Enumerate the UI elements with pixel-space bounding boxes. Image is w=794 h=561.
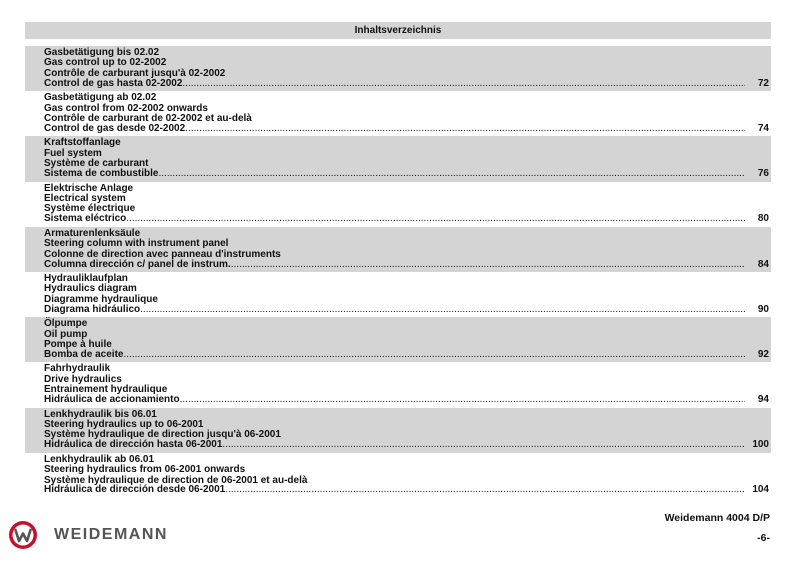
toc-entry-line: Système électrique — [44, 203, 136, 215]
toc-entry-line: Fuel system — [44, 147, 102, 159]
toc-entry-line: Système de carburant — [44, 158, 149, 170]
toc-entry-last-line — [44, 260, 745, 270]
toc-entry[interactable] — [25, 272, 771, 317]
toc-entry-line: Pompe à huile — [44, 338, 112, 350]
toc-entry-line: Colonne de direction avec panneau d'instruments — [44, 248, 281, 260]
toc-entry-line: Lenkhydraulik bis 06.01 — [44, 408, 157, 420]
toc-entry-line: Sistema de combustible — [44, 168, 159, 180]
toc-entry[interactable] — [25, 46, 771, 91]
toc-entry-line: Système hydraulique de direction jusqu'à 06-2001 — [44, 429, 281, 441]
toc-title-bar — [25, 22, 771, 39]
toc-entry-line: Hydrauliklaufplan — [44, 272, 128, 284]
toc-entry-line: Control de gas desde 02-2002 — [44, 122, 186, 134]
toc-page-number: 94 — [757, 394, 769, 406]
toc-entry-last-line — [44, 485, 745, 495]
toc-entry-line: Electrical system — [44, 192, 126, 204]
toc-entry[interactable] — [25, 227, 771, 272]
toc-entry-line: Control de gas hasta 02-2002 — [44, 77, 183, 89]
toc-page-number: 90 — [757, 303, 769, 315]
toc-entry-last-line — [44, 79, 745, 89]
dot-leader — [123, 350, 745, 360]
toc-entry[interactable] — [25, 408, 771, 453]
toc-entry-last-line — [44, 124, 745, 134]
toc-entry-line: Gasbetätigung ab 02.02 — [44, 92, 157, 104]
toc-page-number: 100 — [752, 439, 769, 451]
toc-page-number: 76 — [757, 168, 769, 180]
dot-leader — [225, 485, 745, 495]
toc-entry-line: Armaturenlenksäule — [44, 227, 141, 239]
toc-entry-last-line — [44, 350, 745, 360]
model-name: Weidemann 4004 D/P — [664, 512, 770, 524]
dot-leader — [182, 79, 745, 89]
toc-entry[interactable] — [25, 362, 771, 407]
dot-leader — [126, 214, 745, 224]
toc-entry-last-line — [44, 440, 745, 450]
toc-entry-line: Contrôle de carburant de 02-2002 et au-delà — [44, 113, 252, 124]
weidemann-logo-icon — [8, 520, 38, 550]
toc-entry-line: Diagrama hidráulico — [44, 303, 141, 315]
toc-entry-last-line — [44, 395, 745, 405]
toc-entry-last-line — [44, 214, 745, 224]
toc-entry-line: Columna dirección c/ panel de instrum. — [44, 258, 231, 270]
dot-leader — [158, 169, 745, 179]
dot-leader — [140, 305, 745, 315]
toc-entry-line: Ölpumpe — [44, 318, 88, 330]
toc-page-number: 92 — [757, 348, 769, 360]
toc-entry-line: Oil pump — [44, 328, 88, 340]
toc-entry-line: Hidráulica de dirección hasta 06-2001 — [44, 439, 223, 451]
dot-leader — [222, 440, 745, 450]
toc-page-number: 74 — [757, 122, 769, 134]
brand-name: WEIDEMANN — [54, 526, 168, 543]
toc-entry-line: Diagramme hydraulique — [44, 293, 158, 305]
toc-entry-line: Hidráulica de accionamiento — [44, 394, 180, 406]
toc-page-number: 104 — [752, 484, 769, 496]
toc-entry-line: Elektrische Anlage — [44, 182, 134, 194]
page-number: -6- — [757, 532, 770, 544]
toc-entry-line: Steering column with instrument panel — [44, 238, 229, 250]
table-of-contents — [25, 46, 771, 498]
toc-entry-line: Sistema eléctrico — [44, 213, 127, 225]
toc-entry-line: Hydraulics diagram — [44, 283, 137, 295]
toc-entry[interactable] — [25, 317, 771, 362]
toc-entry-line: Steering hydraulics up to 06-2001 — [44, 418, 204, 430]
toc-entry-last-line — [44, 169, 745, 179]
toc-page-number: 72 — [757, 77, 769, 89]
toc-entry[interactable] — [25, 453, 771, 498]
toc-entry-line: Fahrhydraulik — [44, 363, 111, 375]
toc-entry-line: Système hydraulique de direction de 06-2001 et au-delà — [44, 474, 308, 486]
toc-entry-line: Gasbetätigung bis 02.02 — [44, 47, 160, 58]
brand-logo — [8, 520, 168, 550]
dot-leader — [180, 395, 745, 405]
toc-entry-line: Lenkhydraulik ab 06.01 — [44, 453, 155, 465]
toc-entry-line: Steering hydraulics from 06-2001 onwards — [44, 464, 246, 476]
toc-entry[interactable] — [25, 182, 771, 227]
toc-entry-line: Contrôle de carburant jusqu'à 02-2002 — [44, 67, 226, 79]
toc-entry-line: Entrainement hydraulique — [44, 384, 168, 396]
toc-page-number: 80 — [757, 213, 769, 225]
toc-entry-line: Hidráulica de dirección desde 06-2001 — [44, 484, 226, 496]
toc-page-number: 84 — [757, 258, 769, 270]
toc-entry-last-line — [44, 305, 745, 315]
dot-leader — [185, 124, 745, 134]
toc-entry[interactable] — [25, 91, 771, 136]
toc-entry-line: Drive hydraulics — [44, 373, 122, 385]
toc-entry-line: Bomba de aceite — [44, 348, 124, 360]
toc-entry-line: Kraftstoffanlage — [44, 137, 121, 149]
dot-leader — [231, 260, 745, 270]
page-title: Inhaltsverzeichnis — [354, 25, 442, 36]
toc-entry[interactable] — [25, 136, 771, 181]
toc-entry-line: Gas control up to 02-2002 — [44, 57, 167, 69]
toc-entry-line: Gas control from 02-2002 onwards — [44, 102, 208, 114]
